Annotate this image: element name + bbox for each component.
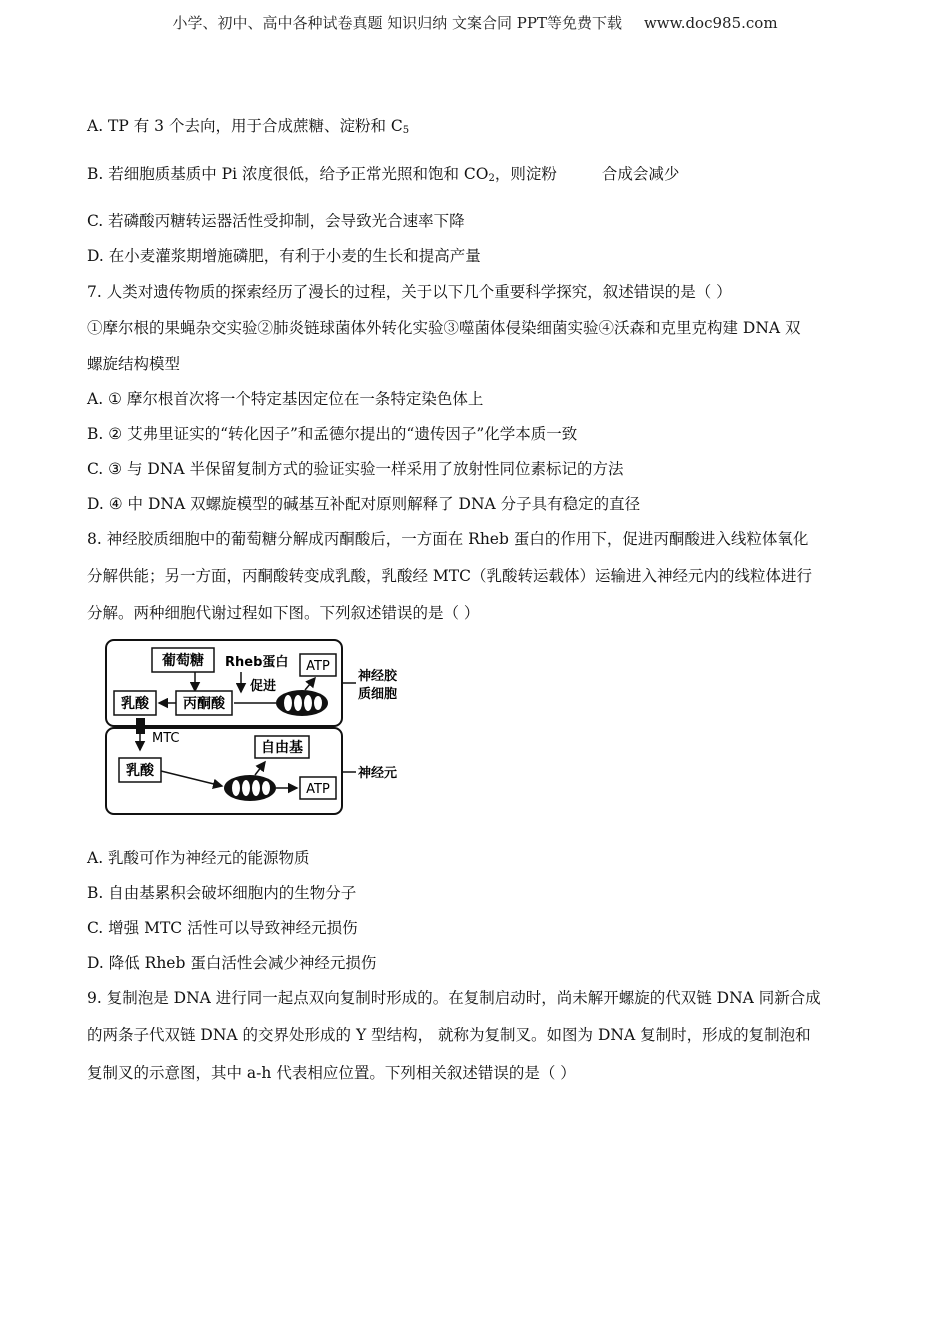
atp-bottom-label: ATP (306, 782, 330, 797)
q7-option-b: B. ② 艾弗里证实的“转化因子”和孟德尔提出的“遗传因子”化学本质一致 (87, 425, 578, 443)
q7-stem: 7. 人类对遗传物质的探索经历了漫长的过程，关于以下几个重要科学探究，叙述错误的是（ ） (87, 283, 732, 301)
mitochondrion-top (276, 690, 328, 716)
q8-option-b: B. 自由基累积会破坏细胞内的生物分子 (87, 884, 357, 902)
q9-stem-line3: 复制叉的示意图，其中 a-h 代表相应位置。下列相关叙述错误的是（ ） (87, 1064, 576, 1082)
mtc-transporter (136, 718, 145, 734)
q7-option-c: C. ③ 与 DNA 半保留复制方式的验证实验一样采用了放射性同位素标记的方法 (87, 460, 624, 478)
q6-option-a: A. TP 有 3 个去向，用于合成蔗糖、淀粉和 $C_5$ (87, 117, 410, 136)
q8-stem-line1: 8. 神经胶质细胞中的葡萄糖分解成丙酮酸后，一方面在 Rheb 蛋白的作用下，促进丙酮酸进入线粒体氧化 (87, 530, 809, 548)
q7-list-line1: ①摩尔根的果蝇杂交实验②肺炎链球菌体外转化实验③噬菌体侵染细菌实验④沃森和克里克构建 DNA 双 (87, 319, 801, 337)
lactate-bottom-label: 乳酸 (126, 763, 154, 779)
header-url[interactable]: www.doc985.com (643, 14, 778, 32)
q7-list-line2: 螺旋结构模型 (87, 355, 181, 373)
neuron-label: 神经元 (358, 766, 398, 781)
q6-option-b: B. 若细胞质基质中 Pi 浓度很低，给予正常光照和饱和 $CO_2$，则淀粉 合成会减少 (87, 165, 680, 184)
q8-stem-line3: 分解。两种细胞代谢过程如下图。下列叙述错误的是（ ） (87, 604, 480, 622)
mtc-label: MTC (152, 731, 180, 746)
pyruvate-label: 丙酮酸 (183, 696, 225, 712)
atp-top-label: ATP (306, 659, 330, 674)
q6-option-c: C. 若磷酸丙糖转运器活性受抑制，会导致光合速率下降 (87, 212, 465, 230)
page-header (0, 12, 950, 33)
q8-stem-line2: 分解供能；另一方面，丙酮酸转变成乳酸，乳酸经 MTC（乳酸转运载体）运输进入神经元内的线粒体进行 (87, 567, 812, 585)
metabolism-diagram (100, 636, 420, 818)
glia-label-line2: 质细胞 (358, 687, 398, 702)
lactate-top-label: 乳酸 (121, 696, 149, 712)
rheb-label: Rheb蛋白 (225, 655, 289, 670)
q9-stem-line1: 9. 复制泡是 DNA 进行同一起点双向复制时形成的。在复制启动时，尚未解开螺旋的代双链 DNA 同新合成 (87, 989, 821, 1007)
free-radical-label: 自由基 (261, 740, 303, 756)
q7-option-a: A. ① 摩尔根首次将一个特定基因定位在一条特定染色体上 (87, 390, 484, 408)
q7-option-d: D. ④ 中 DNA 双螺旋模型的碱基互补配对原则解释了 DNA 分子具有稳定的直径 (87, 495, 641, 513)
glucose-label: 葡萄糖 (162, 653, 204, 669)
header-text: 小学、初中、高中各种试卷真题 知识归纳 文案合同 PPT等免费下载 (172, 14, 622, 32)
mitochondrion-bottom (224, 775, 276, 801)
glia-label-line1: 神经胶 (358, 669, 398, 684)
q6-option-d: D. 在小麦灌浆期增施磷肥，有利于小麦的生长和提高产量 (87, 247, 481, 265)
q8-option-a: A. 乳酸可作为神经元的能源物质 (87, 849, 310, 867)
q8-option-d: D. 降低 Rheb 蛋白活性会减少神经元损伤 (87, 954, 377, 972)
promote-label: 促进 (250, 679, 277, 694)
q8-option-c: C. 增强 MTC 活性可以导致神经元损伤 (87, 919, 358, 937)
q9-stem-line2: 的两条子代双链 DNA 的交界处形成的 Y 型结构， 就称为复制叉。如图为 DNA 复制时，形成的复制泡和 (87, 1026, 811, 1044)
